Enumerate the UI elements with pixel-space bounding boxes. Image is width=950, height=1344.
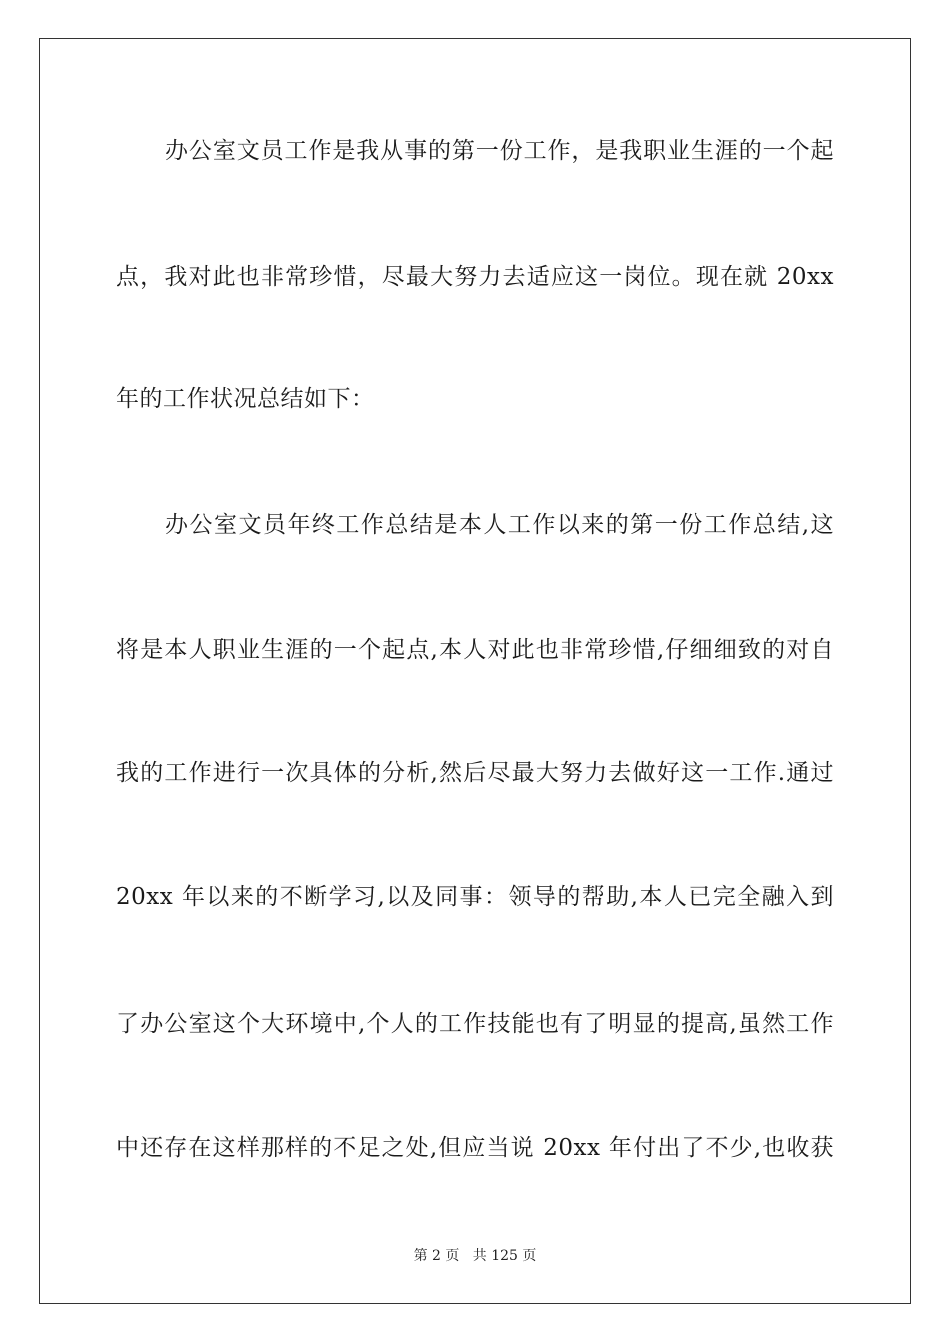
page-number: 第 2 页 (413, 1248, 460, 1264)
paragraph-2-line-6: 中还存在这样那样的不足之处,但应当说 20xx 年付出了不少,也收获 (116, 1135, 834, 1161)
paragraph-1-line-2: 点，我对此也非常珍惜，尽最大努力去适应这一岗位。现在就 20xx (116, 264, 834, 290)
paragraph-1-line-1: 办公室文员工作是我从事的第一份工作，是我职业生涯的一个起 (165, 138, 834, 164)
paragraph-2-line-3: 我的工作进行一次具体的分析,然后尽最大努力去做好这一工作.通过 (116, 760, 834, 786)
page-border (39, 38, 911, 1304)
paragraph-2-line-4: 20xx 年以来的不断学习,以及同事：领导的帮助,本人已完全融入到 (116, 884, 834, 910)
paragraph-1-line-3: 年的工作状况总结如下： (116, 386, 375, 412)
page-total: 共 125 页 (472, 1248, 537, 1264)
paragraph-2-line-5: 了办公室这个大环境中,个人的工作技能也有了明显的提高,虽然工作 (116, 1011, 834, 1037)
paragraph-2-line-1: 办公室文员年终工作总结是本人工作以来的第一份工作总结,这 (165, 512, 834, 538)
page-footer (0, 1247, 950, 1265)
paragraph-2-line-2: 将是本人职业生涯的一个起点,本人对此也非常珍惜,仔细细致的对自 (116, 637, 834, 663)
